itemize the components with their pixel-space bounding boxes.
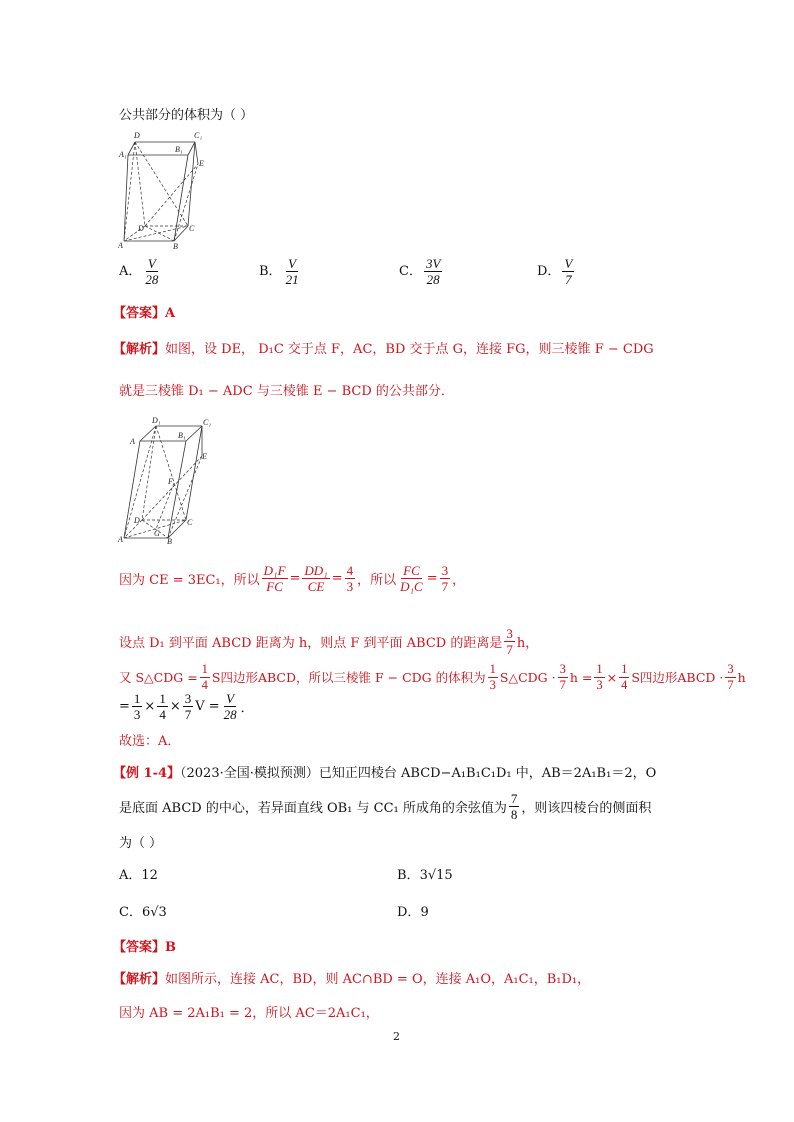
step-4: = $\frac{1}{3}$ × $\frac{1}{4}$ × $\frac{3}{7}$ V = $\frac{V}{28}$ ． xyxy=(119,690,254,722)
example-1-4-line-3: 为（ ） xyxy=(119,836,163,851)
prism-figure-1 xyxy=(118,128,213,250)
fig2-label-d1: D₁ xyxy=(152,416,161,425)
step-1: 因为 CE = 3EC₁，所以 $\frac{\text{D₁F}}{FC}$ = $\frac{\text{DD₁}}{CE}$ = $\frac{4}{3}$ ，所以 $\frac{FC}{\text{D₁C}}$ = $\frac{3}{7}$ ， xyxy=(119,562,466,594)
prism-figure-2 xyxy=(118,414,218,544)
fig1-label-a1: A₁ xyxy=(119,150,127,159)
fig2-label-e: E xyxy=(202,452,207,461)
step-2: 设点 D₁ 到平面 ABCD 距离为 h，则点 F 到平面 ABCD 的距离是 $\frac{3}{7}$ h， xyxy=(119,625,539,657)
q4-answer-line: 【答案】B xyxy=(113,940,177,955)
fig2-label-c1: C₁ xyxy=(203,418,212,427)
fig1-label-b1: B₁ xyxy=(175,145,183,154)
fig2-label-a: A xyxy=(118,535,123,544)
step-3: 又 S△CDG = $\frac{1}{4}$ S四边形ABCD，所以三棱锥 F − CDG 的体积为 $\frac{1}{3}$ S△CDG · $\frac{3}{7}$ h = $\frac{1}{3}$ × $\frac{1}{4}$ S四边形ABCD · $\frac{3}{7}$ h xyxy=(119,661,746,692)
q4-analysis-line-1: 【解析】如图所示，连接 AC，BD，则 AC∩BD = O，连接 A₁O，A₁C₁，B₁D₁， xyxy=(113,972,591,987)
q4-option-c[interactable]: C．6√3 xyxy=(119,905,167,920)
fig1-label-b: B xyxy=(173,242,178,250)
example-1-4-line-2: 是底面 ABCD 的中心，若异面直线 OB₁ 与 CC₁ 所成角的余弦值为 $\frac{7}{8}$ ，则该四棱台的侧面积 xyxy=(119,790,652,822)
choose-line: 故选：A． xyxy=(119,734,181,749)
answer-line: 【答案】A xyxy=(113,306,176,321)
fig2-label-g: G xyxy=(154,529,160,538)
q4-option-d[interactable]: D．9 xyxy=(397,905,429,920)
question-stem: 公共部分的体积为（ ） xyxy=(119,108,254,123)
option-a[interactable]: A． $\frac{V}{28}$ xyxy=(119,256,159,287)
fig1-label-a: A xyxy=(118,241,123,250)
option-b[interactable]: B． $\frac{V}{21}$ xyxy=(259,256,299,287)
fig2-label-b: B xyxy=(167,537,172,544)
fig2-label-b1: B₁ xyxy=(178,431,186,440)
fig2-label-c: C xyxy=(187,518,193,527)
fig2-label-d: D xyxy=(134,516,140,525)
fig1-label-c: C xyxy=(189,224,195,233)
q4-analysis-line-2: 因为 AB = 2A₁B₁ = 2，所以 AC＝2A₁C₁， xyxy=(119,1006,379,1021)
option-d[interactable]: D． $\frac{V}{7}$ xyxy=(537,256,573,287)
example-1-4-line-1: 【例 1-4】（2023·全国·模拟预测）已知正四棱台 ABCD−A₁B₁C₁D₁ 中，AB＝2A₁B₁＝2，O xyxy=(113,766,657,781)
page-number: 2 xyxy=(393,1030,400,1043)
fig1-label-d-base: D xyxy=(138,224,144,233)
fig1-label-e: E xyxy=(199,159,204,168)
fig1-label-c1: C₁ xyxy=(194,131,203,140)
q4-option-b[interactable]: B．3√15 xyxy=(397,868,453,883)
analysis-line-2: 就是三棱锥 D₁ − ADC 与三棱锥 E − BCD 的公共部分． xyxy=(119,384,454,399)
fig1-label-d: D xyxy=(134,131,140,140)
q4-option-a[interactable]: A．12 xyxy=(119,868,158,883)
fig2-label-a1: A xyxy=(130,437,135,446)
fig2-label-f: F xyxy=(168,477,173,486)
option-c[interactable]: C． $\frac{3V}{28}$ xyxy=(399,256,441,287)
analysis-line-1: 【解析】如图，设 DE， D₁C 交于点 F，AC，BD 交于点 G，连接 FG，则三棱锥 F − CDG xyxy=(113,342,654,357)
